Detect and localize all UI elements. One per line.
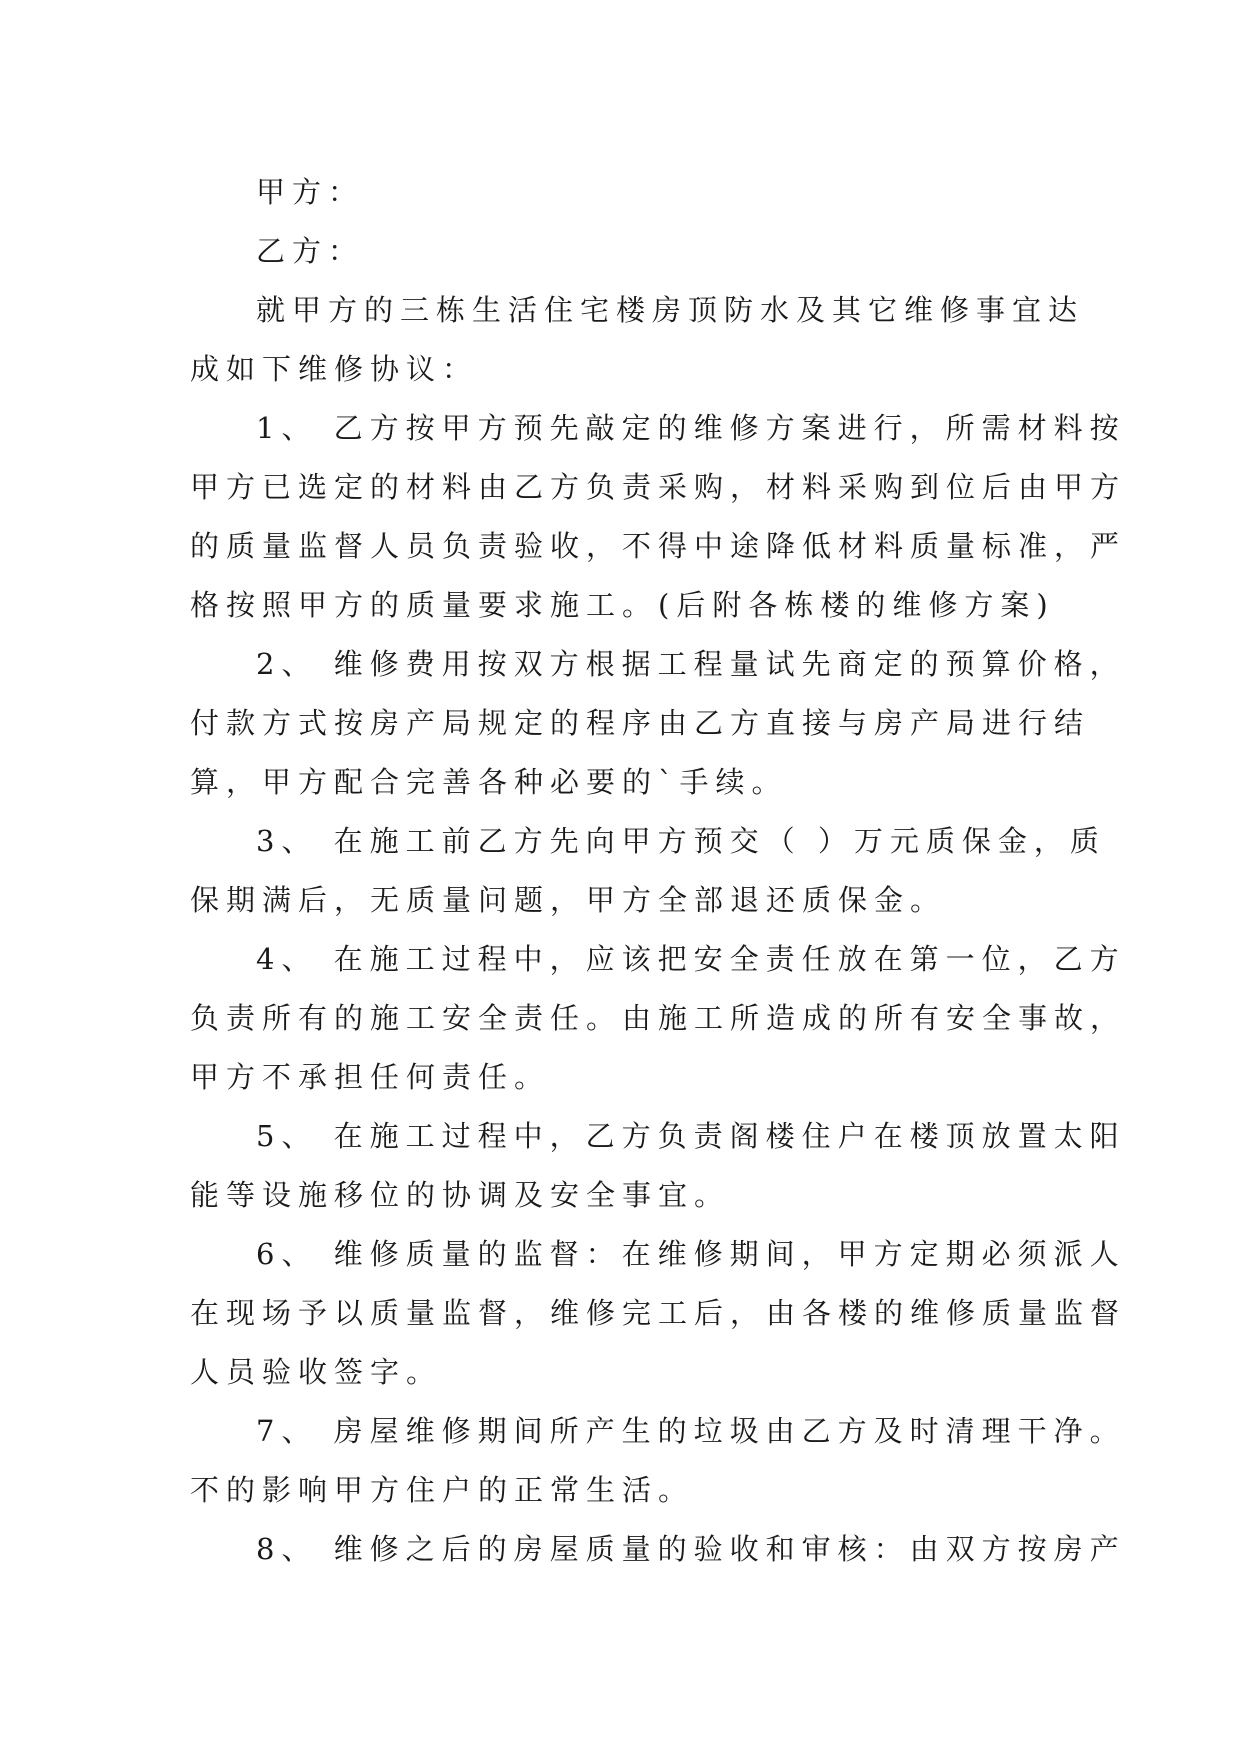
preamble-line: 成如下维修协议： xyxy=(190,352,479,386)
clause-1-line: 甲方已选定的材料由乙方负责采购，材料采购到位后由甲方 xyxy=(190,470,1127,504)
clause-6-line: 6、 维修质量的监督：在维修期间，甲方定期必须派人 xyxy=(256,1237,1126,1271)
clause-2-line: 付款方式按房产局规定的程序由乙方直接与房产局进行结 xyxy=(190,706,1091,740)
party-b-line: 乙方： xyxy=(256,234,365,268)
clause-1-line: 1、 乙方按甲方预先敲定的维修方案进行，所需材料按 xyxy=(256,411,1126,445)
clause-7-line: 不的影响甲方住户的正常生活。 xyxy=(190,1473,695,1507)
clause-5-line: 能等设施移位的协调及安全事宜。 xyxy=(190,1178,731,1212)
clause-6-line: 人员验收签字。 xyxy=(190,1355,443,1389)
clause-6-line: 在现场予以质量监督，维修完工后，由各楼的维修质量监督 xyxy=(190,1296,1127,1330)
clause-1-line: 格按照甲方的质量要求施工。(后附各栋楼的维修方案) xyxy=(190,588,1055,622)
clause-2-line: 2、 维修费用按双方根据工程量试先商定的预算价格， xyxy=(256,647,1126,681)
party-a-line: 甲方： xyxy=(256,175,365,209)
clause-4-line: 甲方不承担任何责任。 xyxy=(190,1060,551,1094)
clause-1-line: 的质量监督人员负责验收，不得中途降低材料质量标准，严 xyxy=(190,529,1127,563)
document-body xyxy=(190,163,1127,1579)
clause-2-line: 算，甲方配合完善各种必要的`手续。 xyxy=(190,765,788,799)
clause-3-line: 保期满后，无质量问题，甲方全部退还质保金。 xyxy=(190,883,947,917)
preamble-line: 就甲方的三栋生活住宅楼房顶防水及其它维修事宜达 xyxy=(256,293,1085,327)
clause-5-line: 5、 在施工过程中，乙方负责阁楼住户在楼顶放置太阳 xyxy=(256,1119,1126,1153)
clause-4-line: 4、 在施工过程中，应该把安全责任放在第一位，乙方 xyxy=(256,942,1126,976)
clause-8-line: 8、 维修之后的房屋质量的验收和审核：由双方按房产 xyxy=(256,1532,1126,1566)
clause-7-line: 7、 房屋维修期间所产生的垃圾由乙方及时清理干净。 xyxy=(256,1414,1126,1448)
clause-4-line: 负责所有的施工安全责任。由施工所造成的所有安全事故， xyxy=(190,1001,1127,1035)
clause-3-line: 3、 在施工前乙方先向甲方预交（ ）万元质保金，质 xyxy=(256,824,1106,858)
